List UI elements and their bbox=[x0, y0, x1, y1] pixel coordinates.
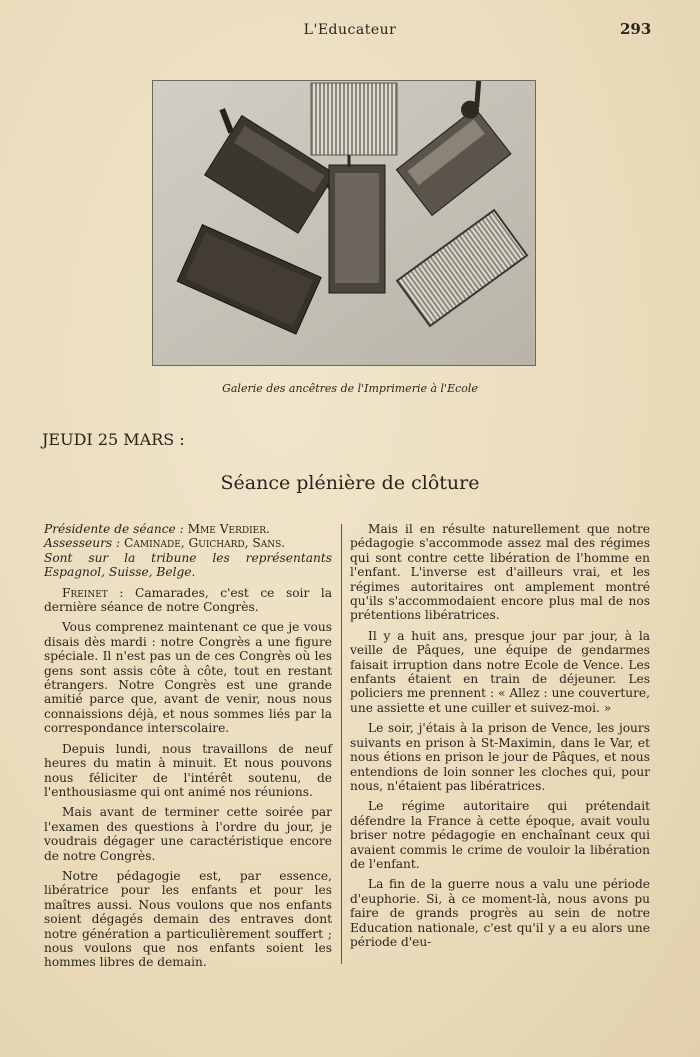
paragraph: Depuis lundi, nous travaillons de neuf heures du matin à minuit. Et nous pouvons nous féliciter de l'intérêt soutenu, de l'enthousiasme qui ont animé nos réunions. bbox=[44, 741, 332, 799]
presidente-name: Mme Verdier. bbox=[187, 522, 270, 536]
page-number: 293 bbox=[620, 20, 652, 38]
assesseurs-names: Caminade, Guichard, Sans. bbox=[124, 536, 286, 551]
column-divider bbox=[341, 524, 342, 964]
paragraph: Mais avant de terminer cette soirée par l'examen des questions à l'ordre du jour, je voudrais dégager une caractéristique encore de notre Congrès. bbox=[44, 805, 332, 863]
assesseurs-line: Assesseurs : Caminade, Guichard, Sans. bbox=[44, 536, 286, 551]
printing-presses-photo bbox=[153, 81, 535, 365]
running-header bbox=[0, 22, 700, 38]
column-left bbox=[44, 522, 332, 976]
paragraph: Mais il en résulte naturellement que notre pédagogie s'accommode assez mal des régimes qui sont contre cette libération de l'homme en l'enfant. L'inverse est d'ailleurs vrai, et les régimes autoritaires ont amplement montré qu'ils s'accommodaient encore plus mal de nos prétentions libératrices. bbox=[350, 522, 650, 623]
presidente-line: Présidente de séance : Mme Verdier. bbox=[44, 522, 270, 536]
paragraph: Le soir, j'étais à la prison de Vence, les jours suivants en prison à St-Maximin, dans le Var, et nous étions en prison le jour de Pâques, et nous entendions de loin sonner les cloches qui, pour nous, n'étaient pas libératrices. bbox=[350, 721, 650, 793]
photograph bbox=[152, 80, 536, 366]
column-right bbox=[350, 522, 650, 955]
paragraph: Freinet : Camarades, c'est ce soir la dernière séance de notre Congrès. bbox=[44, 585, 332, 615]
speaker-name: Freinet : bbox=[62, 585, 124, 600]
paragraph: La fin de la guerre nous a valu une période d'euphorie. Si, à ce moment-là, nous avons pu faire de grands progrès au sein de notre Education nationale, c'est qu'il y a eu alors une période d'eu- bbox=[350, 877, 650, 949]
date-heading: JEUDI 25 MARS : bbox=[42, 430, 185, 449]
photo-caption: Galerie des ancêtres de l'Imprimerie à l'Ecole bbox=[222, 382, 478, 395]
paragraph: Le régime autoritaire qui prétendait défendre la France à cette époque, avait voulu briser notre pédagogie en enchaînant ceux qui avaient commis le crime de vouloir la libération de l'enfant. bbox=[350, 799, 650, 871]
press-2 bbox=[329, 155, 385, 293]
type-case bbox=[311, 83, 397, 155]
paragraph: Il y a huit ans, presque jour par jour, à la veille de Pâques, une équipe de gendarmes faisait irruption dans notre Ecole de Vence. Les enfants étaient en train de déjeuner. Les policiers me prennent : « Allez : une couverture, une assiette et une cuiller et suivez-moi. » bbox=[350, 628, 650, 715]
paragraph: Notre pédagogie est, par essence, libératrice pour les enfants et pour les maîtres aussi. Nous voulons que nos enfants soient dégagés demain des entraves dont notre génération a particulièrement souffert ; nous voulons que nos enfants soient les hommes libres de demain. bbox=[44, 868, 332, 970]
session-title: Séance plénière de clôture bbox=[220, 472, 480, 494]
journal-title: L'Educateur bbox=[303, 22, 397, 38]
paragraph: Vous comprenez maintenant ce que je vous disais dès mardi : notre Congrès a une figure spéciale. Il n'est pas un de ces Congrès où les gens sont assis côte à côte, tout en restant étrangers. Notre Congrès est une grande amitié parce que, avant de venir, nous nous connaissions déjà, et nous sommes liés par la correspondance interscolaire. bbox=[44, 620, 332, 736]
tribune-line: Sont sur la tribune les représentants Espagnol, Suisse, Belge. bbox=[44, 550, 332, 580]
